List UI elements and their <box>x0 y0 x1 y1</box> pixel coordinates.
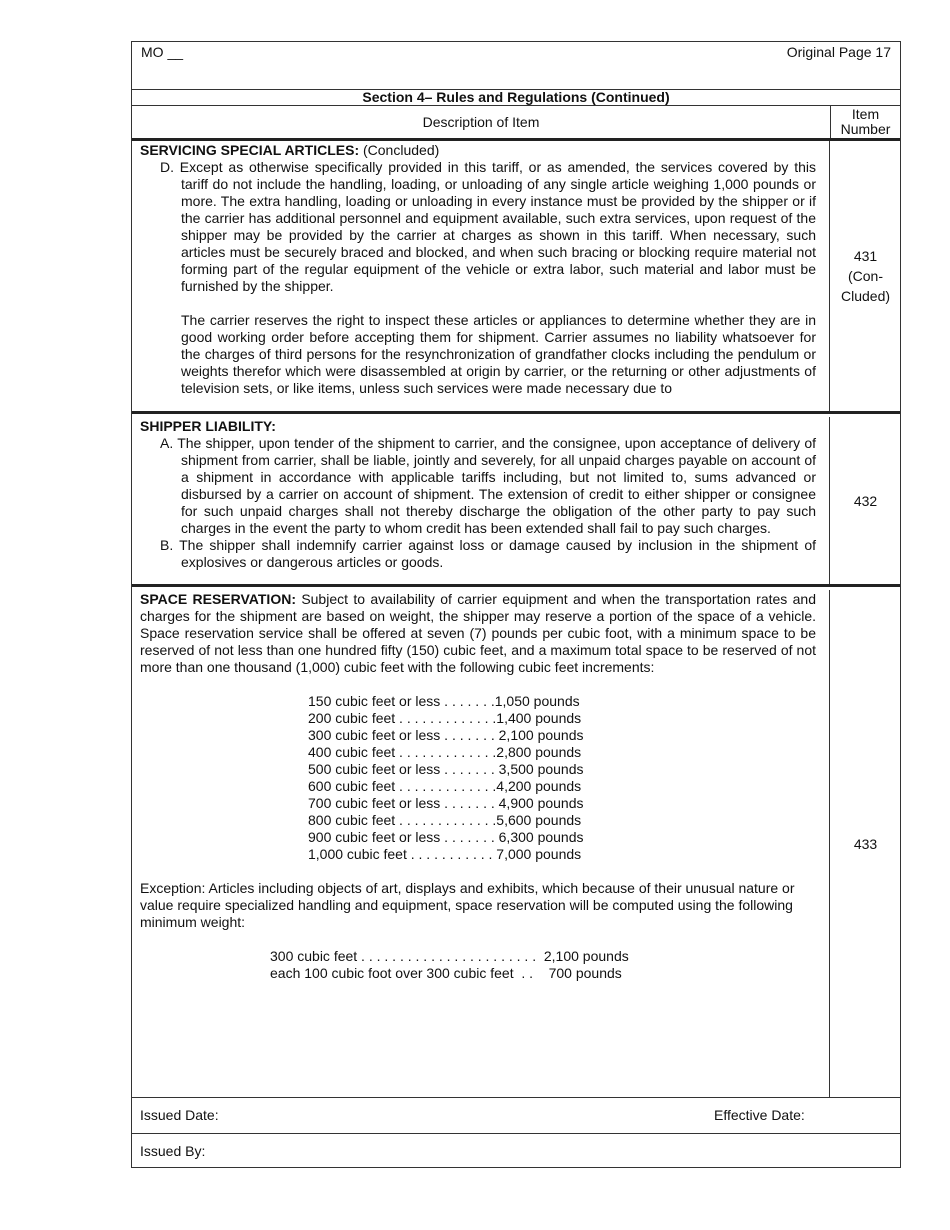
increment-line: 150 cubic feet or less . . . . . . .1,050 pounds <box>308 693 580 709</box>
item-432-heading <box>140 418 816 435</box>
increment-line: 900 cubic feet or less . . . . . . . 6,300 pounds <box>308 829 584 845</box>
item-432-title: SHIPPER LIABILITY: <box>140 418 276 434</box>
effective-date-label: Effective Date: <box>714 1107 805 1123</box>
item-431-number-line3: Cluded) <box>840 288 891 304</box>
section-title: Section 4– Rules and Regulations (Continued) <box>132 89 900 106</box>
item-row-431 <box>132 141 900 414</box>
item-432-paragraph-b: B. The shipper shall indemnify carrier against loss or damage caused by inclusion in the shipment of explosives or dangerous articles or goods. <box>160 537 816 570</box>
item-number-header-line1: Item <box>851 106 880 122</box>
item-431-title: SERVICING SPECIAL ARTICLES: <box>140 142 360 158</box>
item-number-column-header <box>831 107 900 137</box>
item-431-number-line2: (Con- <box>847 268 883 284</box>
item-433-intro-text: Subject to availability of carrier equipment and when the transportation rates and charges for the shipment are based on weight, the shipper may reserve a portion of the space of a vehicle. Space reservation service shall be offered at seven (7) pounds per cubic foot, with a minimum space to be reserved of not less than one hundred fifty (150) cubic feet, and a maximum total space to be reserved of not more than one thousand (1,000) cubic feet with the following cubic feet increments: <box>140 591 816 675</box>
increment-line: 800 cubic feet . . . . . . . . . . . . .5,600 pounds <box>308 812 582 828</box>
minimum-weight-list <box>270 948 816 982</box>
page-number: Original Page 17 <box>786 44 891 60</box>
item-432-paragraph-a: A. The shipper, upon tender of the shipment to carrier, and the consignee, upon acceptance of delivery of shipment from carrier, shall be liable, jointly and severely, for all unpaid charges payable on account of a shipment in accordance with applicable tariffs including, but not limited to, sums advanced or disbursed by a carrier on account of shipment. The extension of credit to either shipper or consignee for such unpaid charges shall not thereby discharge the obligation of the other party to pay such charges in the event the party to whom credit has been extended shall fail to pay such charges. <box>160 435 816 536</box>
description-column-header: Description of Item <box>132 106 831 138</box>
item-row-433 <box>132 590 900 1098</box>
item-431-paragraph-2: The carrier reserves the right to inspect these articles or appliances to determine whether they are in good working order before accepting them for shipment. Carrier assumes no liability whatsoever for the charges of third persons for the resynchronization of grandfather clocks including the pendulum or weights therefor which were disassembled at origin by carrier, or the returning or other adjustments of television sets, or like items, unless such services were made necessary due to <box>181 312 816 396</box>
column-header-row <box>132 106 900 141</box>
item-432-description <box>132 417 830 584</box>
increment-line: 200 cubic feet . . . . . . . . . . . . .1,400 pounds <box>308 710 582 726</box>
item-431-number <box>831 141 900 411</box>
item-row-432 <box>132 417 900 587</box>
item-431-title-suffix: (Concluded) <box>359 142 440 158</box>
item-431-paragraph-d: D. Except as otherwise specifically provided in this tariff, or as amended, the services covered by this tariff do not include the handling, loading, or unloading of any single article weighing 1,000 pounds or more. The extra handling, loading or unloading in every instance must be provided by the shipper or if the carrier has additional personnel and equipment available, such extra services, upon request of the shipper may be provided by the carrier at charges as shown in this tariff. When necessary, such articles must be securely braced and blocked, and when such bracing or blocking require material not forming part of the regular equipment of the vehicle or extra labor, such material and labor must be furnished by the shipper. <box>160 159 816 294</box>
minimum-line: each 100 cubic foot over 300 cubic feet . . 700 pounds <box>270 965 622 981</box>
increment-line: 400 cubic feet . . . . . . . . . . . . .2,800 pounds <box>308 744 582 760</box>
increment-line: 700 cubic feet or less . . . . . . . 4,900 pounds <box>308 795 584 811</box>
issued-by-row <box>132 1134 900 1168</box>
issued-by-label: Issued By: <box>140 1143 206 1159</box>
item-431-description <box>132 141 830 411</box>
cubic-feet-increments-list <box>308 693 816 863</box>
state-label: MO __ <box>141 44 184 60</box>
tariff-page <box>131 41 901 1168</box>
item-number-header-line2: Number <box>840 121 891 137</box>
increment-line: 500 cubic feet or less . . . . . . . 3,500 pounds <box>308 761 584 777</box>
issue-dates-row <box>132 1099 900 1134</box>
increment-line: 600 cubic feet . . . . . . . . . . . . .4,200 pounds <box>308 778 582 794</box>
item-433-exception: Exception: Articles including objects of art, displays and exhibits, which because of their unusual nature or value require specialized handling and equipment, space reservation will be computed using the following minimum weight: <box>140 880 795 930</box>
item-433-description <box>132 590 830 1097</box>
minimum-line: 300 cubic feet . . . . . . . . . . . . . . . . . . . . . . . 2,100 pounds <box>270 948 629 964</box>
item-433-title: SPACE RESERVATION: <box>140 591 296 607</box>
item-433-number: 433 <box>853 835 878 852</box>
item-431-number-line1: 431 <box>853 248 878 264</box>
item-431-heading <box>140 142 816 159</box>
page-header <box>132 42 900 90</box>
item-432-number: 432 <box>853 492 878 509</box>
increment-line: 300 cubic feet or less . . . . . . . 2,100 pounds <box>308 727 584 743</box>
item-433-intro <box>140 591 816 676</box>
issued-date-label: Issued Date: <box>140 1107 219 1123</box>
increment-line: 1,000 cubic feet . . . . . . . . . . . 7,000 pounds <box>308 846 582 862</box>
